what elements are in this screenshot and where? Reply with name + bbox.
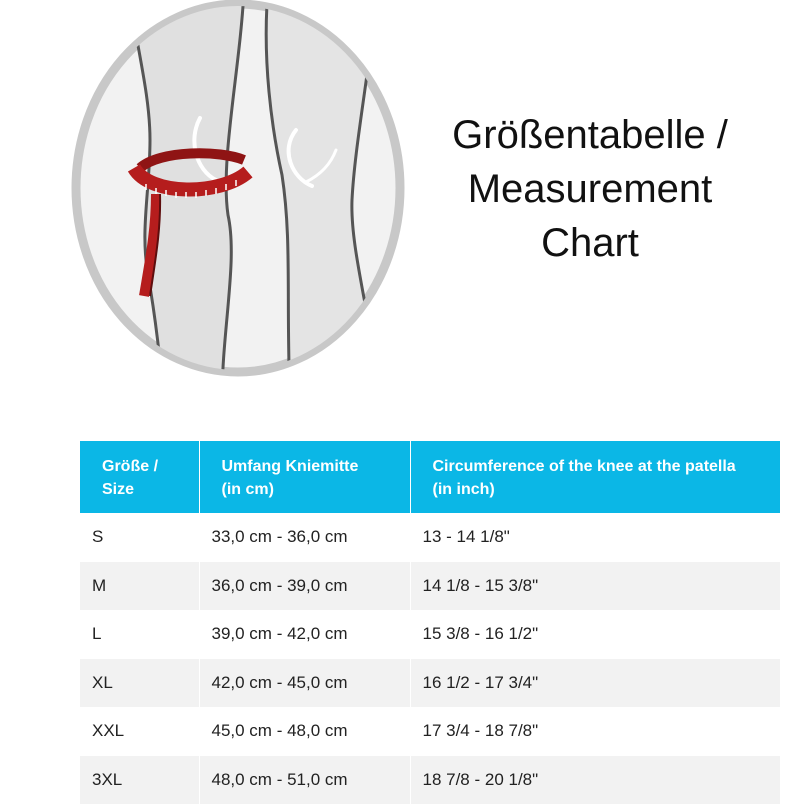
knee-measurement-icon (0, 0, 440, 400)
title-line-2: Measurement (440, 162, 740, 216)
table-row (80, 513, 780, 562)
cm-cell: 36,0 cm - 39,0 cm (199, 562, 410, 611)
table-row (80, 562, 780, 611)
inch-cell: 13 - 14 1/8" (410, 513, 780, 562)
cm-cell: 45,0 cm - 48,0 cm (199, 707, 410, 756)
size-cell: 3XL (80, 756, 199, 804)
size-cell: XXL (80, 707, 199, 756)
cm-cell: 33,0 cm - 36,0 cm (199, 513, 410, 562)
inch-cell: 17 3/4 - 18 7/8" (410, 707, 780, 756)
header-cm: Umfang Kniemitte (in cm) (199, 441, 410, 513)
inch-cell: 16 1/2 - 17 3/4" (410, 659, 780, 708)
cm-cell: 42,0 cm - 45,0 cm (199, 659, 410, 708)
title-line-3: Chart (440, 216, 740, 270)
size-table (80, 441, 780, 804)
table-row (80, 707, 780, 756)
title-line-1: Größentabelle / (440, 108, 740, 162)
size-cell: S (80, 513, 199, 562)
header-size: Größe / Size (80, 441, 199, 513)
inch-cell: 15 3/8 - 16 1/2" (410, 610, 780, 659)
size-cell: M (80, 562, 199, 611)
table-header-row (80, 441, 780, 513)
size-cell: L (80, 610, 199, 659)
table-row (80, 756, 780, 804)
cm-cell: 48,0 cm - 51,0 cm (199, 756, 410, 804)
table-row (80, 659, 780, 708)
header-inch: Circumference of the knee at the patella (in inch) (410, 441, 780, 513)
cm-cell: 39,0 cm - 42,0 cm (199, 610, 410, 659)
size-cell: XL (80, 659, 199, 708)
inch-cell: 14 1/8 - 15 3/8" (410, 562, 780, 611)
table-row (80, 610, 780, 659)
page-title (440, 108, 740, 270)
inch-cell: 18 7/8 - 20 1/8" (410, 756, 780, 804)
